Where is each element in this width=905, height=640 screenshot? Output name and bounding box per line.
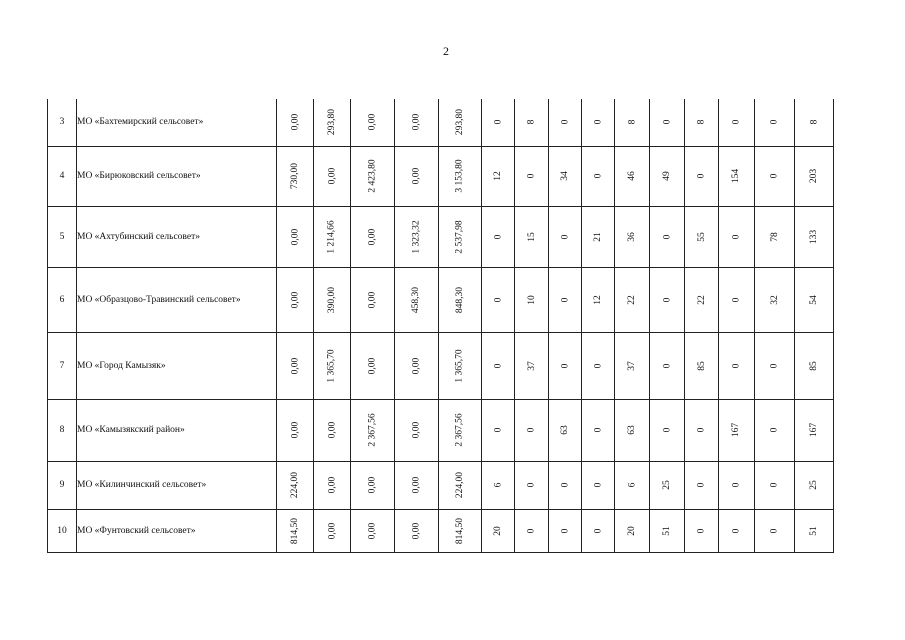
value-cell [395, 146, 439, 206]
value-text: 20 [627, 525, 637, 536]
value-cell [277, 99, 314, 146]
value-text: 0 [769, 528, 780, 533]
value-text: 0,00 [327, 167, 337, 185]
value-text: 0,00 [290, 357, 300, 374]
table-row [48, 332, 834, 399]
value-text: 848,30 [455, 286, 465, 313]
value-text: 0 [560, 119, 570, 125]
value-text: 0 [493, 363, 503, 368]
value-text: 2 537,98 [455, 219, 465, 254]
value-text: 0,00 [290, 228, 300, 245]
value-cell [650, 461, 685, 509]
municipality-name: МО «Камызякский район» [77, 399, 277, 461]
value-text: 37 [627, 360, 637, 371]
value-cell [482, 399, 515, 461]
value-text: 390,00 [327, 286, 337, 313]
value-text: 0 [560, 297, 570, 302]
value-cell [482, 99, 515, 146]
value-text: 15 [526, 231, 537, 242]
value-text: 2 423,80 [367, 159, 378, 193]
row-index: 3 [48, 99, 77, 146]
value-cell [314, 332, 351, 399]
value-cell [439, 399, 482, 461]
value-cell [615, 146, 650, 206]
value-cell [515, 206, 549, 267]
value-cell [439, 461, 482, 509]
value-text: 224,00 [455, 471, 465, 499]
value-text: 32 [769, 294, 780, 305]
value-cell [314, 399, 351, 461]
municipality-name: МО «Фунтовский сельсовет» [77, 509, 277, 552]
value-cell [650, 206, 685, 267]
value-text: 55 [696, 231, 707, 242]
value-text: 0 [662, 427, 672, 433]
value-text: 10 [526, 294, 537, 305]
value-text: 0 [662, 363, 672, 368]
value-cell [795, 267, 834, 332]
value-text: 0 [731, 528, 742, 533]
value-text: 0 [731, 297, 742, 302]
table-row [48, 99, 834, 146]
value-text: 0,00 [367, 291, 378, 308]
value-cell [582, 206, 615, 267]
value-text: 0,00 [411, 113, 422, 131]
value-text: 85 [809, 360, 819, 371]
value-text: 0 [696, 173, 707, 179]
value-text: 293,80 [455, 109, 465, 136]
table-row [48, 461, 834, 509]
value-text: 6 [493, 482, 503, 488]
municipality-name: МО «Бахтемирский сельсовет» [77, 99, 277, 146]
row-index: 6 [48, 267, 77, 332]
table-body [48, 99, 834, 552]
value-text: 0 [696, 427, 707, 433]
municipality-name: МО «Город Камызяк» [77, 332, 277, 399]
value-text: 0 [560, 363, 570, 368]
value-cell [685, 509, 719, 552]
value-text: 0,00 [367, 476, 378, 494]
value-cell [395, 99, 439, 146]
value-text: 0 [731, 363, 742, 368]
value-cell [755, 146, 795, 206]
value-text: 37 [526, 360, 537, 371]
value-cell [685, 461, 719, 509]
value-cell [277, 332, 314, 399]
value-cell [755, 399, 795, 461]
value-text: 8 [809, 119, 819, 125]
value-text: 0,00 [411, 357, 422, 374]
value-cell [277, 206, 314, 267]
value-text: 1 365,70 [455, 348, 465, 383]
value-text: 0 [526, 427, 537, 433]
value-text: 8 [526, 119, 537, 125]
value-text: 730,00 [290, 162, 300, 190]
value-text: 0,00 [290, 421, 300, 439]
value-text: 0 [662, 297, 672, 302]
value-text: 0 [560, 482, 570, 488]
value-cell [314, 206, 351, 267]
value-cell [314, 461, 351, 509]
value-cell [795, 146, 834, 206]
value-cell [685, 99, 719, 146]
value-cell [650, 399, 685, 461]
value-text: 293,80 [327, 109, 337, 136]
value-text: 0 [731, 119, 742, 125]
value-cell [395, 399, 439, 461]
value-cell [395, 461, 439, 509]
value-cell [582, 509, 615, 552]
value-text: 203 [809, 168, 819, 184]
value-cell [482, 461, 515, 509]
value-text: 0 [560, 528, 570, 533]
value-text: 0 [769, 173, 780, 179]
value-text: 0 [493, 297, 503, 302]
municipality-name: МО «Образцово-Травинский сельсовет» [77, 267, 277, 332]
value-cell [719, 399, 755, 461]
value-cell [795, 206, 834, 267]
value-cell [582, 332, 615, 399]
value-text: 0,00 [411, 522, 422, 539]
row-index: 10 [48, 509, 77, 552]
value-cell [615, 332, 650, 399]
value-cell [439, 267, 482, 332]
value-text: 0 [593, 173, 603, 179]
value-cell [515, 146, 549, 206]
value-text: 2 367,56 [367, 413, 378, 447]
value-text: 0 [662, 234, 672, 239]
table-row [48, 267, 834, 332]
value-cell [439, 509, 482, 552]
value-text: 0,00 [411, 167, 422, 185]
value-cell [351, 99, 395, 146]
value-cell [650, 509, 685, 552]
value-text: 6 [627, 482, 637, 488]
value-text: 0 [560, 234, 570, 239]
value-cell [685, 399, 719, 461]
value-cell [549, 509, 582, 552]
row-index: 5 [48, 206, 77, 267]
page-number: 2 [443, 44, 449, 58]
value-cell [314, 99, 351, 146]
value-cell [795, 399, 834, 461]
value-text: 0 [769, 427, 780, 433]
value-text: 21 [593, 231, 603, 242]
value-cell [351, 206, 395, 267]
value-cell [351, 146, 395, 206]
value-cell [439, 332, 482, 399]
value-text: 133 [809, 229, 819, 244]
table-row [48, 206, 834, 267]
municipality-name: МО «Килинчинский сельсовет» [77, 461, 277, 509]
value-cell [314, 146, 351, 206]
value-text: 12 [593, 294, 603, 305]
value-cell [719, 461, 755, 509]
value-cell [395, 332, 439, 399]
value-cell [685, 332, 719, 399]
value-cell [615, 509, 650, 552]
value-cell [615, 206, 650, 267]
value-cell [615, 267, 650, 332]
value-cell [515, 99, 549, 146]
value-cell [755, 267, 795, 332]
value-text: 22 [627, 294, 637, 305]
value-cell [439, 146, 482, 206]
row-index: 8 [48, 399, 77, 461]
value-text: 167 [809, 422, 819, 438]
value-cell [582, 267, 615, 332]
value-cell [719, 99, 755, 146]
value-text: 85 [696, 360, 707, 371]
value-cell [755, 99, 795, 146]
value-text: 814,50 [290, 517, 300, 544]
value-text: 224,00 [290, 471, 300, 499]
value-cell [615, 461, 650, 509]
value-text: 36 [627, 231, 637, 242]
value-cell [277, 509, 314, 552]
value-cell [515, 509, 549, 552]
value-cell [314, 509, 351, 552]
value-cell [650, 267, 685, 332]
row-index: 7 [48, 332, 77, 399]
row-index: 4 [48, 146, 77, 206]
value-text: 20 [493, 525, 503, 536]
value-cell [582, 146, 615, 206]
value-text: 49 [662, 171, 672, 181]
value-cell [650, 146, 685, 206]
value-text: 51 [809, 525, 819, 536]
value-cell [515, 399, 549, 461]
value-text: 0 [526, 173, 537, 179]
value-cell [351, 267, 395, 332]
value-cell [549, 206, 582, 267]
value-cell [685, 206, 719, 267]
value-text: 0 [593, 119, 603, 125]
value-cell [719, 267, 755, 332]
data-table [47, 99, 834, 553]
value-cell [549, 267, 582, 332]
value-cell [755, 461, 795, 509]
value-text: 0 [696, 528, 707, 533]
municipality-name: МО «Бирюковский сельсовет» [77, 146, 277, 206]
value-cell [795, 509, 834, 552]
value-text: 63 [560, 425, 570, 435]
value-cell [582, 399, 615, 461]
value-cell [755, 509, 795, 552]
value-cell [482, 332, 515, 399]
value-text: 0,00 [367, 357, 378, 374]
value-text: 0 [593, 482, 603, 488]
value-cell [582, 461, 615, 509]
value-cell [395, 267, 439, 332]
value-cell [351, 509, 395, 552]
value-text: 0 [493, 234, 503, 239]
value-text: 1 323,32 [411, 219, 422, 254]
value-cell [351, 399, 395, 461]
value-text: 0 [526, 482, 537, 488]
value-text: 0 [662, 119, 672, 125]
value-cell [719, 206, 755, 267]
value-cell [395, 206, 439, 267]
value-cell [277, 146, 314, 206]
value-cell [314, 267, 351, 332]
value-text: 8 [627, 119, 637, 125]
value-cell [549, 399, 582, 461]
value-text: 0,00 [327, 421, 337, 439]
value-text: 0,00 [367, 228, 378, 245]
value-text: 0 [731, 482, 742, 488]
value-cell [719, 509, 755, 552]
table-row [48, 399, 834, 461]
value-cell [482, 509, 515, 552]
value-cell [795, 461, 834, 509]
value-text: 458,30 [411, 286, 422, 313]
value-text: 1 214,66 [327, 219, 337, 254]
value-text: 0 [593, 427, 603, 433]
value-cell [439, 99, 482, 146]
value-cell [615, 99, 650, 146]
value-cell [795, 99, 834, 146]
value-cell [650, 332, 685, 399]
value-cell [515, 332, 549, 399]
value-text: 34 [560, 171, 570, 181]
value-text: 0,00 [411, 476, 422, 494]
value-text: 0 [769, 119, 780, 125]
table-row [48, 509, 834, 552]
value-text: 0,00 [327, 522, 337, 539]
value-text: 154 [731, 168, 742, 184]
municipality-name: МО «Ахтубинский сельсовет» [77, 206, 277, 267]
value-text: 0,00 [367, 113, 378, 131]
value-text: 0 [769, 363, 780, 368]
value-text: 0,00 [367, 522, 378, 539]
value-cell [351, 332, 395, 399]
value-cell [755, 332, 795, 399]
value-cell [549, 461, 582, 509]
value-text: 63 [627, 425, 637, 435]
value-cell [482, 146, 515, 206]
value-text: 8 [696, 119, 707, 125]
value-cell [719, 332, 755, 399]
value-cell [515, 461, 549, 509]
value-text: 0 [493, 427, 503, 433]
value-cell [277, 399, 314, 461]
value-text: 2 367,56 [455, 413, 465, 447]
value-cell [615, 399, 650, 461]
value-cell [795, 332, 834, 399]
value-text: 0 [769, 482, 780, 488]
value-text: 51 [662, 525, 672, 536]
value-text: 0 [696, 482, 707, 488]
value-text: 0 [731, 234, 742, 239]
value-cell [755, 206, 795, 267]
row-index: 9 [48, 461, 77, 509]
value-text: 0 [593, 528, 603, 533]
value-text: 167 [731, 422, 742, 438]
value-text: 814,50 [455, 517, 465, 544]
value-text: 0,00 [290, 113, 300, 131]
value-cell [482, 267, 515, 332]
value-text: 78 [769, 231, 780, 242]
value-text: 22 [696, 294, 707, 305]
value-text: 0,00 [290, 291, 300, 308]
value-cell [685, 146, 719, 206]
value-cell [549, 99, 582, 146]
value-text: 54 [809, 294, 819, 305]
value-text: 0 [493, 119, 503, 125]
value-cell [515, 267, 549, 332]
value-text: 46 [627, 171, 637, 181]
value-cell [439, 206, 482, 267]
value-cell [685, 267, 719, 332]
value-text: 25 [809, 480, 819, 490]
value-text: 0 [593, 363, 603, 368]
value-cell [482, 206, 515, 267]
table-row [48, 146, 834, 206]
value-cell [549, 332, 582, 399]
value-cell [351, 461, 395, 509]
value-text: 0,00 [411, 421, 422, 439]
value-cell [650, 99, 685, 146]
value-cell [277, 267, 314, 332]
value-text: 12 [493, 171, 503, 181]
value-text: 25 [662, 480, 672, 490]
value-cell [277, 461, 314, 509]
value-cell [395, 509, 439, 552]
value-cell [582, 99, 615, 146]
value-text: 0 [526, 528, 537, 533]
value-text: 3 153,80 [455, 159, 465, 193]
value-cell [549, 146, 582, 206]
value-text: 0,00 [327, 476, 337, 494]
value-cell [719, 146, 755, 206]
value-text: 1 365,70 [327, 348, 337, 383]
